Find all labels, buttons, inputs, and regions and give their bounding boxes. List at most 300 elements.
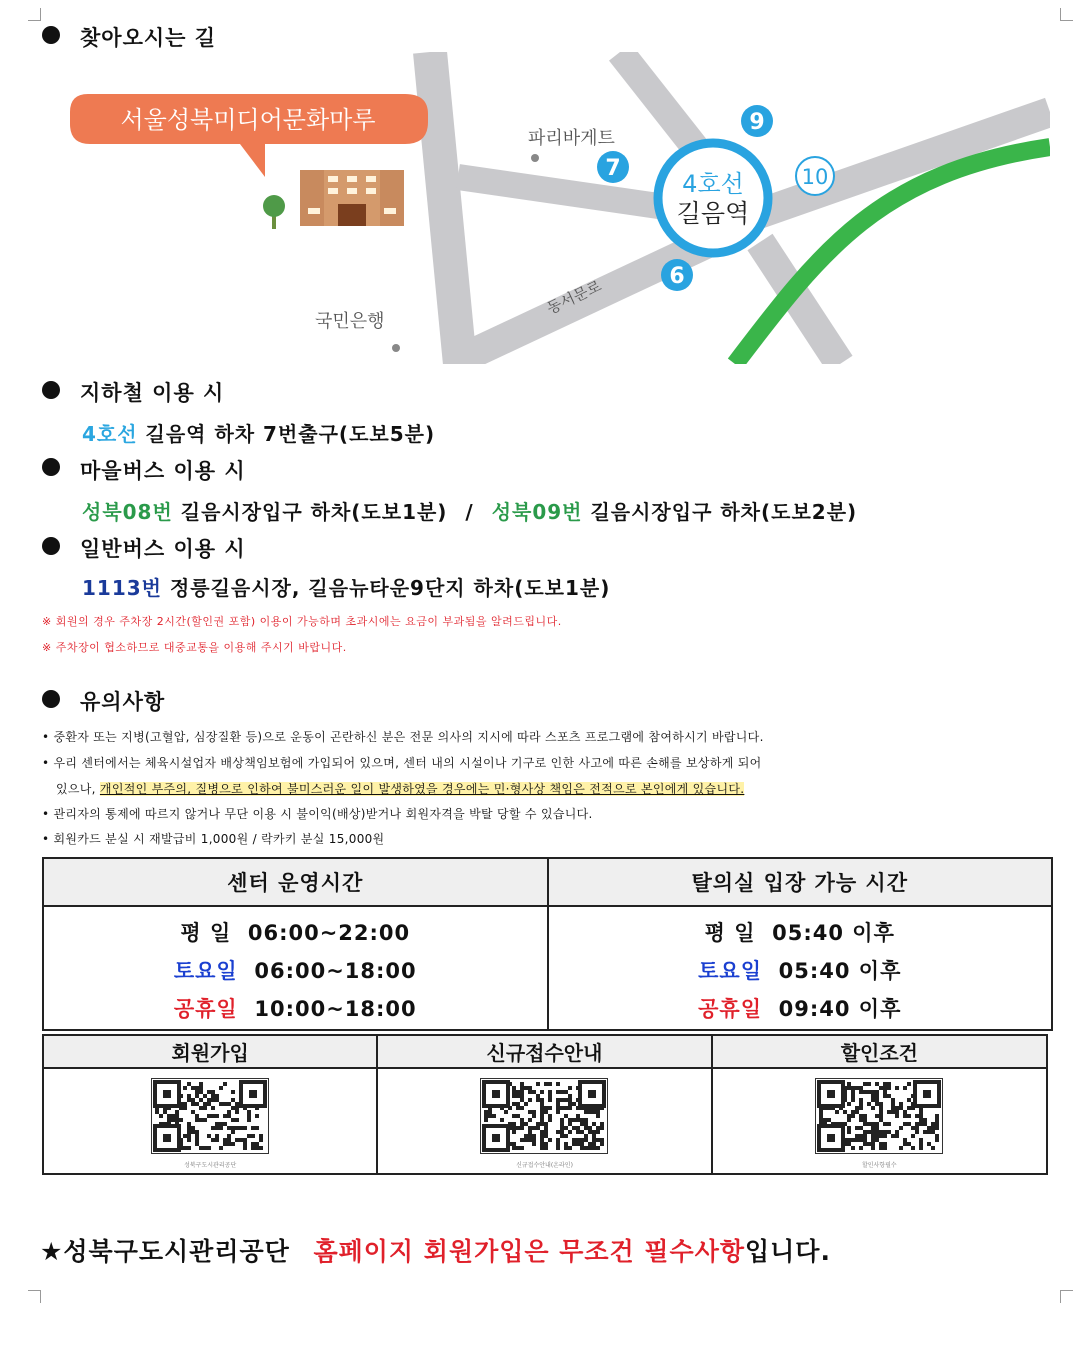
qr-module bbox=[524, 1138, 528, 1142]
qr-module bbox=[907, 1098, 911, 1102]
qr-module bbox=[907, 1142, 911, 1146]
saturday-time: 05:40 이후 bbox=[778, 959, 902, 983]
qr-module bbox=[195, 1090, 199, 1094]
qr-module bbox=[516, 1090, 520, 1094]
qr-module bbox=[819, 1118, 823, 1122]
qr-module bbox=[600, 1138, 604, 1142]
qr-module bbox=[875, 1094, 879, 1098]
qr-module bbox=[560, 1118, 564, 1122]
qr-module bbox=[895, 1106, 899, 1110]
qr-module bbox=[564, 1098, 568, 1102]
qr-module bbox=[588, 1110, 592, 1114]
station-line: 4호선 bbox=[682, 170, 744, 198]
qr-module bbox=[863, 1138, 867, 1142]
qr-module bbox=[835, 1110, 839, 1114]
qr-module bbox=[935, 1114, 939, 1118]
qr-module bbox=[851, 1094, 855, 1098]
qr-module bbox=[875, 1130, 879, 1134]
qr-module bbox=[891, 1110, 895, 1114]
qr-module bbox=[199, 1098, 203, 1102]
qr-module bbox=[887, 1110, 891, 1114]
holiday-time: 09:40 이후 bbox=[778, 997, 902, 1021]
qr-module bbox=[855, 1138, 859, 1142]
qr-module bbox=[520, 1082, 524, 1086]
village-bus-separator: / bbox=[465, 500, 474, 524]
qr-module bbox=[556, 1098, 560, 1102]
qr-module bbox=[879, 1114, 883, 1118]
qr-module bbox=[883, 1090, 887, 1094]
qr-table bbox=[42, 1034, 1048, 1175]
qr-module bbox=[564, 1090, 568, 1094]
qr-module bbox=[871, 1094, 875, 1098]
qr-module bbox=[895, 1130, 899, 1134]
qr-module bbox=[576, 1130, 580, 1134]
qr-module bbox=[227, 1138, 231, 1142]
qr-module bbox=[580, 1118, 584, 1122]
qr-module bbox=[211, 1114, 215, 1118]
corner-mark bbox=[28, 8, 41, 21]
qr-module bbox=[903, 1086, 907, 1090]
caution-item-highlight: 개인적인 부주의, 질병으로 인하여 불미스러운 일이 발생하였을 경우에는 민·형사상 책임은 전적으로 본인에게 있습니다. bbox=[99, 782, 745, 796]
qr-module bbox=[875, 1102, 879, 1106]
qr-module bbox=[203, 1094, 207, 1098]
qr-module bbox=[592, 1138, 596, 1142]
kookmin-bank-label: 국민은행 bbox=[315, 311, 385, 332]
exit-10-label: 10 bbox=[801, 165, 829, 189]
qr-module bbox=[195, 1142, 199, 1146]
city-bus-detail-line bbox=[82, 572, 610, 601]
qr-module bbox=[863, 1082, 867, 1086]
subway-title: 지하철 이용 시 bbox=[80, 381, 225, 405]
qr-module bbox=[879, 1110, 883, 1114]
qr-module bbox=[259, 1138, 263, 1142]
qr-module bbox=[556, 1082, 560, 1086]
qr-module bbox=[584, 1122, 588, 1126]
qr-module bbox=[560, 1122, 564, 1126]
qr-module bbox=[883, 1142, 887, 1146]
qr-module bbox=[592, 1142, 596, 1146]
qr-module bbox=[576, 1118, 580, 1122]
qr-module bbox=[887, 1130, 891, 1134]
qr-module bbox=[536, 1082, 540, 1086]
qr-module bbox=[564, 1142, 568, 1146]
qr-module bbox=[867, 1082, 871, 1086]
exit-9-label: 9 bbox=[749, 110, 765, 135]
qr-module bbox=[863, 1134, 867, 1138]
station-circle bbox=[658, 143, 768, 253]
qr-module bbox=[923, 1122, 927, 1126]
qr-module bbox=[235, 1106, 239, 1110]
qr-module bbox=[560, 1090, 564, 1094]
qr-module bbox=[255, 1146, 259, 1150]
city-bus-title: 일반버스 이용 시 bbox=[80, 537, 246, 561]
qr-module bbox=[895, 1086, 899, 1090]
qr-module bbox=[243, 1142, 247, 1146]
qr-module bbox=[516, 1094, 520, 1098]
qr-module bbox=[596, 1126, 600, 1130]
qr-module bbox=[540, 1090, 544, 1094]
qr-module bbox=[851, 1114, 855, 1118]
locker-hours-weekday bbox=[550, 914, 1051, 952]
qr-module bbox=[915, 1114, 919, 1118]
qr-module bbox=[863, 1142, 867, 1146]
qr-module bbox=[516, 1102, 520, 1106]
qr-module bbox=[879, 1146, 883, 1150]
qr-module bbox=[235, 1118, 239, 1122]
qr-module bbox=[827, 1118, 831, 1122]
qr-module bbox=[871, 1126, 875, 1130]
qr-module bbox=[215, 1138, 219, 1142]
qr-module bbox=[484, 1114, 488, 1118]
qr-module bbox=[596, 1138, 600, 1142]
qr-module bbox=[887, 1094, 891, 1098]
cautions-title: 유의사항 bbox=[80, 690, 166, 714]
qr-module bbox=[548, 1082, 552, 1086]
qr-module bbox=[907, 1114, 911, 1118]
qr-module bbox=[259, 1134, 263, 1138]
qr-module bbox=[179, 1118, 183, 1122]
qr-module bbox=[223, 1142, 227, 1146]
qr-module bbox=[532, 1126, 536, 1130]
qr-module bbox=[227, 1126, 231, 1130]
corner-mark bbox=[1060, 8, 1073, 21]
qr-module bbox=[883, 1082, 887, 1086]
qr-module bbox=[187, 1082, 191, 1086]
qr-module bbox=[231, 1126, 235, 1130]
qr-module bbox=[548, 1114, 552, 1118]
qr-module bbox=[187, 1126, 191, 1130]
bullet-icon bbox=[42, 537, 60, 555]
qr-module bbox=[592, 1130, 596, 1134]
qr-finder-center bbox=[492, 1090, 500, 1098]
qr-module bbox=[544, 1142, 548, 1146]
qr-module bbox=[183, 1134, 187, 1138]
qr-module bbox=[875, 1114, 879, 1118]
qr-module bbox=[935, 1134, 939, 1138]
qr-module bbox=[544, 1134, 548, 1138]
qr-signup-label: 회원가입 bbox=[43, 1035, 377, 1068]
qr-module bbox=[207, 1090, 211, 1094]
qr-module bbox=[576, 1126, 580, 1130]
qr-module bbox=[895, 1114, 899, 1118]
qr-module bbox=[580, 1122, 584, 1126]
qr-module bbox=[867, 1102, 871, 1106]
qr-module bbox=[195, 1102, 199, 1106]
qr-module bbox=[859, 1098, 863, 1102]
qr-caption: 성북구도시관리공단 bbox=[184, 1162, 237, 1169]
qr-module bbox=[247, 1134, 251, 1138]
qr-module bbox=[875, 1082, 879, 1086]
qr-module bbox=[219, 1102, 223, 1106]
qr-module bbox=[207, 1102, 211, 1106]
qr-module bbox=[191, 1102, 195, 1106]
qr-module bbox=[536, 1122, 540, 1126]
qr-module bbox=[556, 1146, 560, 1150]
qr-module bbox=[903, 1138, 907, 1142]
qr-module bbox=[883, 1130, 887, 1134]
qr-module bbox=[568, 1094, 572, 1098]
qr-finder-center bbox=[588, 1090, 596, 1098]
location-map bbox=[60, 52, 1050, 364]
qr-module bbox=[883, 1086, 887, 1090]
qr-module bbox=[548, 1090, 552, 1094]
qr-module bbox=[915, 1130, 919, 1134]
qr-module bbox=[540, 1114, 544, 1118]
bullet-icon bbox=[42, 690, 60, 708]
qr-module bbox=[935, 1122, 939, 1126]
qr-finder-center bbox=[492, 1134, 500, 1142]
qr-module bbox=[187, 1138, 191, 1142]
qr-module bbox=[251, 1134, 255, 1138]
qr-module bbox=[855, 1110, 859, 1114]
qr-module bbox=[568, 1106, 572, 1110]
qr-module bbox=[899, 1126, 903, 1130]
qr-module bbox=[536, 1094, 540, 1098]
qr-module bbox=[492, 1114, 496, 1118]
qr-module bbox=[520, 1126, 524, 1130]
qr-module bbox=[199, 1086, 203, 1090]
qr-module bbox=[580, 1142, 584, 1146]
qr-module bbox=[931, 1146, 935, 1150]
qr-module bbox=[544, 1106, 548, 1110]
qr-module bbox=[588, 1126, 592, 1130]
qr-module bbox=[915, 1126, 919, 1130]
qr-module bbox=[819, 1110, 823, 1114]
qr-module bbox=[883, 1134, 887, 1138]
qr-module bbox=[512, 1090, 516, 1094]
qr-module bbox=[516, 1114, 520, 1118]
qr-module bbox=[536, 1126, 540, 1130]
qr-module bbox=[544, 1082, 548, 1086]
qr-module bbox=[572, 1102, 576, 1106]
qr-module bbox=[219, 1126, 223, 1130]
qr-module bbox=[564, 1126, 568, 1130]
subway-detail-line bbox=[82, 418, 435, 447]
qr-module bbox=[219, 1086, 223, 1090]
qr-module bbox=[512, 1126, 516, 1130]
qr-module bbox=[227, 1134, 231, 1138]
qr-module bbox=[223, 1114, 227, 1118]
qr-module bbox=[532, 1114, 536, 1118]
qr-module bbox=[560, 1098, 564, 1102]
qr-module bbox=[211, 1126, 215, 1130]
qr-module bbox=[899, 1102, 903, 1106]
qr-module bbox=[867, 1142, 871, 1146]
caution-item: • 회원카드 분실 시 재발급비 1,000원 / 락카키 분실 15,000원 bbox=[42, 832, 385, 846]
caution-item: • 우리 센터에서는 체육시설업자 배상책임보험에 가입되어 있으며, 센터 내의 시설이나 기구로 인한 사고에 따른 손해를 보상하게 되어 bbox=[42, 756, 762, 770]
qr-module bbox=[588, 1142, 592, 1146]
footer-notice bbox=[40, 1232, 831, 1268]
qr-module bbox=[239, 1138, 243, 1142]
weekday-time: 06:00~22:00 bbox=[247, 921, 411, 945]
qr-module bbox=[819, 1114, 823, 1118]
qr-module bbox=[875, 1126, 879, 1130]
qr-module bbox=[568, 1122, 572, 1126]
qr-module bbox=[512, 1122, 516, 1126]
qr-caption: 할인사항필수 bbox=[861, 1162, 897, 1169]
qr-module bbox=[584, 1110, 588, 1114]
qr-module bbox=[564, 1146, 568, 1150]
qr-module bbox=[532, 1090, 536, 1094]
qr-module bbox=[556, 1138, 560, 1142]
qr-module bbox=[935, 1118, 939, 1122]
qr-module bbox=[195, 1114, 199, 1118]
qr-module bbox=[847, 1114, 851, 1118]
qr-module bbox=[891, 1134, 895, 1138]
qr-finder-center bbox=[827, 1134, 835, 1142]
holiday-time: 10:00~18:00 bbox=[254, 997, 417, 1021]
qr-module bbox=[187, 1134, 191, 1138]
qr-module bbox=[879, 1106, 883, 1110]
qr-finder-center bbox=[249, 1090, 257, 1098]
qr-module bbox=[195, 1094, 199, 1098]
qr-code-icon[interactable] bbox=[815, 1078, 943, 1154]
qr-module bbox=[247, 1110, 251, 1114]
qr-module bbox=[879, 1118, 883, 1122]
qr-module bbox=[520, 1098, 524, 1102]
qr-module bbox=[171, 1118, 175, 1122]
qr-module bbox=[548, 1098, 552, 1102]
qr-module bbox=[564, 1134, 568, 1138]
qr-module bbox=[584, 1134, 588, 1138]
qr-module bbox=[203, 1106, 207, 1110]
qr-module bbox=[516, 1146, 520, 1150]
qr-module bbox=[847, 1126, 851, 1130]
qr-module bbox=[544, 1110, 548, 1114]
qr-module bbox=[560, 1126, 564, 1130]
qr-module bbox=[195, 1086, 199, 1090]
qr-module bbox=[215, 1094, 219, 1098]
caution-item-continued bbox=[56, 780, 744, 797]
qr-module bbox=[227, 1142, 231, 1146]
qr-module bbox=[871, 1130, 875, 1134]
qr-module bbox=[919, 1118, 923, 1122]
qr-module bbox=[520, 1094, 524, 1098]
qr-finder-center bbox=[163, 1134, 171, 1142]
qr-module bbox=[203, 1118, 207, 1122]
qr-discount-label: 할인조건 bbox=[712, 1035, 1047, 1068]
caution-item-part: 있으나, bbox=[56, 782, 96, 796]
qr-module bbox=[556, 1102, 560, 1106]
qr-module bbox=[512, 1086, 516, 1090]
qr-module bbox=[556, 1142, 560, 1146]
qr-module bbox=[528, 1130, 532, 1134]
qr-module bbox=[540, 1098, 544, 1102]
qr-module bbox=[520, 1122, 524, 1126]
qr-module bbox=[215, 1126, 219, 1130]
qr-module bbox=[207, 1146, 211, 1150]
qr-module bbox=[564, 1106, 568, 1110]
qr-module bbox=[211, 1098, 215, 1102]
qr-module bbox=[207, 1134, 211, 1138]
qr-module bbox=[540, 1106, 544, 1110]
qr-module bbox=[560, 1130, 564, 1134]
qr-module bbox=[191, 1126, 195, 1130]
qr-module bbox=[847, 1118, 851, 1122]
village-bus-2: 성북09번 bbox=[491, 500, 583, 524]
qr-module bbox=[528, 1134, 532, 1138]
qr-module bbox=[155, 1110, 159, 1114]
qr-module bbox=[251, 1146, 255, 1150]
qr-module bbox=[548, 1138, 552, 1142]
caution-item: • 관리자의 통제에 따르지 않거나 무단 이용 시 불이익(배상)받거나 회원자격을 박탈 당할 수 있습니다. bbox=[42, 807, 593, 821]
qr-module bbox=[556, 1090, 560, 1094]
qr-module bbox=[544, 1122, 548, 1126]
qr-module bbox=[931, 1130, 935, 1134]
qr-discount-cell bbox=[712, 1068, 1047, 1174]
qr-module bbox=[935, 1126, 939, 1130]
qr-module bbox=[235, 1110, 239, 1114]
qr-module bbox=[540, 1138, 544, 1142]
qr-module bbox=[895, 1110, 899, 1114]
qr-module bbox=[524, 1086, 528, 1090]
qr-module bbox=[532, 1142, 536, 1146]
qr-module bbox=[540, 1134, 544, 1138]
qr-module bbox=[855, 1126, 859, 1130]
center-hours-cell bbox=[43, 906, 548, 1030]
qr-module bbox=[159, 1114, 163, 1118]
qr-module bbox=[887, 1086, 891, 1090]
qr-module bbox=[592, 1146, 596, 1150]
qr-module bbox=[568, 1086, 572, 1090]
qr-module bbox=[215, 1098, 219, 1102]
qr-module bbox=[907, 1082, 911, 1086]
qr-module bbox=[528, 1090, 532, 1094]
qr-module bbox=[875, 1090, 879, 1094]
qr-module bbox=[572, 1142, 576, 1146]
qr-code-icon[interactable] bbox=[480, 1078, 608, 1154]
subway-line: 4호선 bbox=[82, 422, 138, 446]
qr-module bbox=[899, 1106, 903, 1110]
qr-module bbox=[596, 1130, 600, 1134]
qr-module bbox=[584, 1138, 588, 1142]
qr-module bbox=[843, 1110, 847, 1114]
qr-module bbox=[871, 1134, 875, 1138]
qr-module bbox=[867, 1130, 871, 1134]
qr-new-registration-cell bbox=[377, 1068, 711, 1174]
qr-module bbox=[251, 1142, 255, 1146]
qr-module bbox=[592, 1122, 596, 1126]
qr-module bbox=[187, 1122, 191, 1126]
qr-module bbox=[851, 1146, 855, 1150]
qr-module bbox=[548, 1118, 552, 1122]
qr-module bbox=[520, 1106, 524, 1110]
qr-module bbox=[199, 1118, 203, 1122]
qr-module bbox=[867, 1122, 871, 1126]
qr-code-icon[interactable] bbox=[151, 1078, 269, 1154]
qr-module bbox=[528, 1098, 532, 1102]
qr-module bbox=[580, 1130, 584, 1134]
qr-module bbox=[891, 1106, 895, 1110]
kookmin-bank-dot bbox=[392, 344, 400, 352]
qr-module bbox=[211, 1106, 215, 1110]
qr-module bbox=[528, 1126, 532, 1130]
qr-module bbox=[883, 1146, 887, 1150]
qr-signup-cell bbox=[43, 1068, 377, 1174]
qr-module bbox=[231, 1130, 235, 1134]
qr-module bbox=[199, 1090, 203, 1094]
qr-module bbox=[191, 1130, 195, 1134]
village-bus-1-detail: 길음시장입구 하차(도보1분) bbox=[180, 500, 448, 524]
qr-module bbox=[859, 1118, 863, 1122]
qr-module bbox=[875, 1134, 879, 1138]
qr-module bbox=[255, 1126, 259, 1130]
qr-module bbox=[520, 1090, 524, 1094]
exit-6-label: 6 bbox=[669, 264, 685, 289]
center-hours-weekday bbox=[45, 914, 546, 952]
qr-module bbox=[879, 1134, 883, 1138]
qr-module bbox=[488, 1114, 492, 1118]
